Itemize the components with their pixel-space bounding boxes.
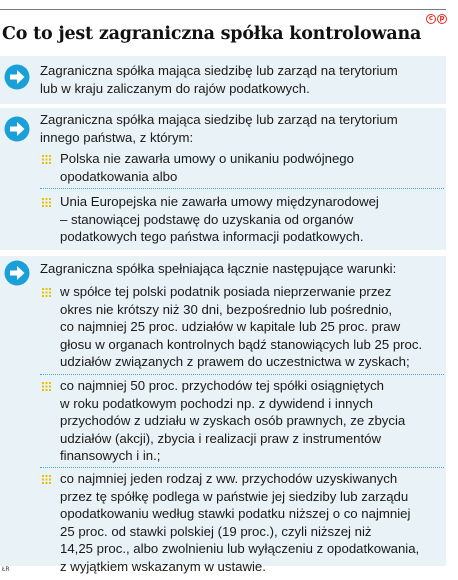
arrow-right-icon (4, 260, 30, 286)
arrow-right-icon (4, 116, 30, 142)
copyright-badge (426, 14, 447, 24)
text-line: finansowych i in.; (60, 448, 161, 464)
text-line: opodatkowaniu według stawki podatku niższej o co najmniej (60, 506, 411, 522)
text-line: co najmniej jeden rodzaj z ww. przychodów uzyskiwanych (60, 471, 398, 486)
text-line: lub w kraju zaliczanym do rajów podatkowych. (40, 80, 310, 96)
text-line: z wyjątkiem wskazanym w ustawie. (60, 558, 266, 574)
bullet-icon (42, 475, 51, 484)
text-line: w roku podatkowym pochodzi np. z dywidend i innych (60, 395, 374, 411)
text-line: co najmniej 50 proc. przychodów tej spółki osiągniętych (60, 378, 384, 393)
list-item (60, 193, 379, 246)
text-line: przychodów z udziału w zyskach osób prawnych, ze zbycia (60, 413, 406, 429)
text-line: co najmniej 25 proc. udziałów w kapitale lub 25 proc. praw (60, 319, 401, 335)
list-item (60, 377, 405, 465)
text-line: Unia Europejska nie zawarła umowy międzynarodowej (60, 194, 379, 209)
dotted-separator (40, 467, 444, 468)
bullet-icon (42, 288, 51, 297)
list-item (60, 150, 354, 185)
list-item (60, 470, 419, 576)
dotted-separator (40, 188, 444, 189)
text-line: Polska nie zawarła umowy o unikaniu podwójnego (60, 151, 354, 166)
text-line: – stanowiącej podstawę do uzyskania od organów (60, 211, 354, 227)
text-line: Zagraniczna spółka spełniająca łącznie następujące warunki: (40, 261, 397, 276)
bullet-icon (42, 155, 51, 164)
text-line: opodatkowania albo (60, 168, 178, 184)
list-item (60, 283, 422, 371)
text-line: innego państwa, z którym: (40, 129, 194, 145)
bullet-icon (42, 382, 51, 391)
section-2 (0, 108, 446, 250)
author-initials: ŁR (2, 566, 10, 573)
bullet-icon (42, 198, 51, 207)
arrow-right-icon (4, 64, 30, 90)
text-line: podatkowych tego państwa informacji podatkowych. (60, 229, 364, 245)
text-line: 14,25 proc., albo zwolnieniu lub wyłączeniu z opodatkowania, (60, 541, 420, 557)
page-title: Co to jest zagraniczna spółka kontrolowana (2, 24, 422, 44)
dotted-separator (40, 374, 444, 375)
text-line: Zagraniczna spółka mająca siedzibę lub zarząd na terytorium (40, 112, 398, 127)
section-2-text (40, 111, 398, 146)
badge-p: p (437, 14, 447, 24)
top-strip (0, 0, 458, 8)
text-line: głosu w organach kontrolnych bądź stanowiących lub 25 proc. (60, 336, 423, 352)
top-rule (0, 9, 446, 10)
text-line: 25 proc. od stawki polskiej (19 proc.), czyli niższej niż (60, 523, 372, 539)
badge-c: c (426, 14, 436, 24)
text-line: w spółce tej polski podatnik posiada nieprzerwanie przez (60, 284, 392, 299)
section-3-text (40, 260, 396, 278)
text-line: przez tę spółkę podlega w państwie jej siedziby lub zarządu (60, 488, 409, 504)
section-1 (0, 56, 446, 104)
text-line: udziałów (akcji), zbycia i realizacji praw z instrumentów (60, 430, 382, 446)
section-1-text (40, 62, 398, 97)
text-line: udziałów związanych z prawem do uczestnictwa w zyskach; (60, 354, 410, 370)
text-line: Zagraniczna spółka mająca siedzibę lub zarząd na terytorium (40, 63, 398, 78)
text-line: okres nie krótszy niż 30 dni, bezpośrednio lub pośrednio, (60, 301, 393, 317)
